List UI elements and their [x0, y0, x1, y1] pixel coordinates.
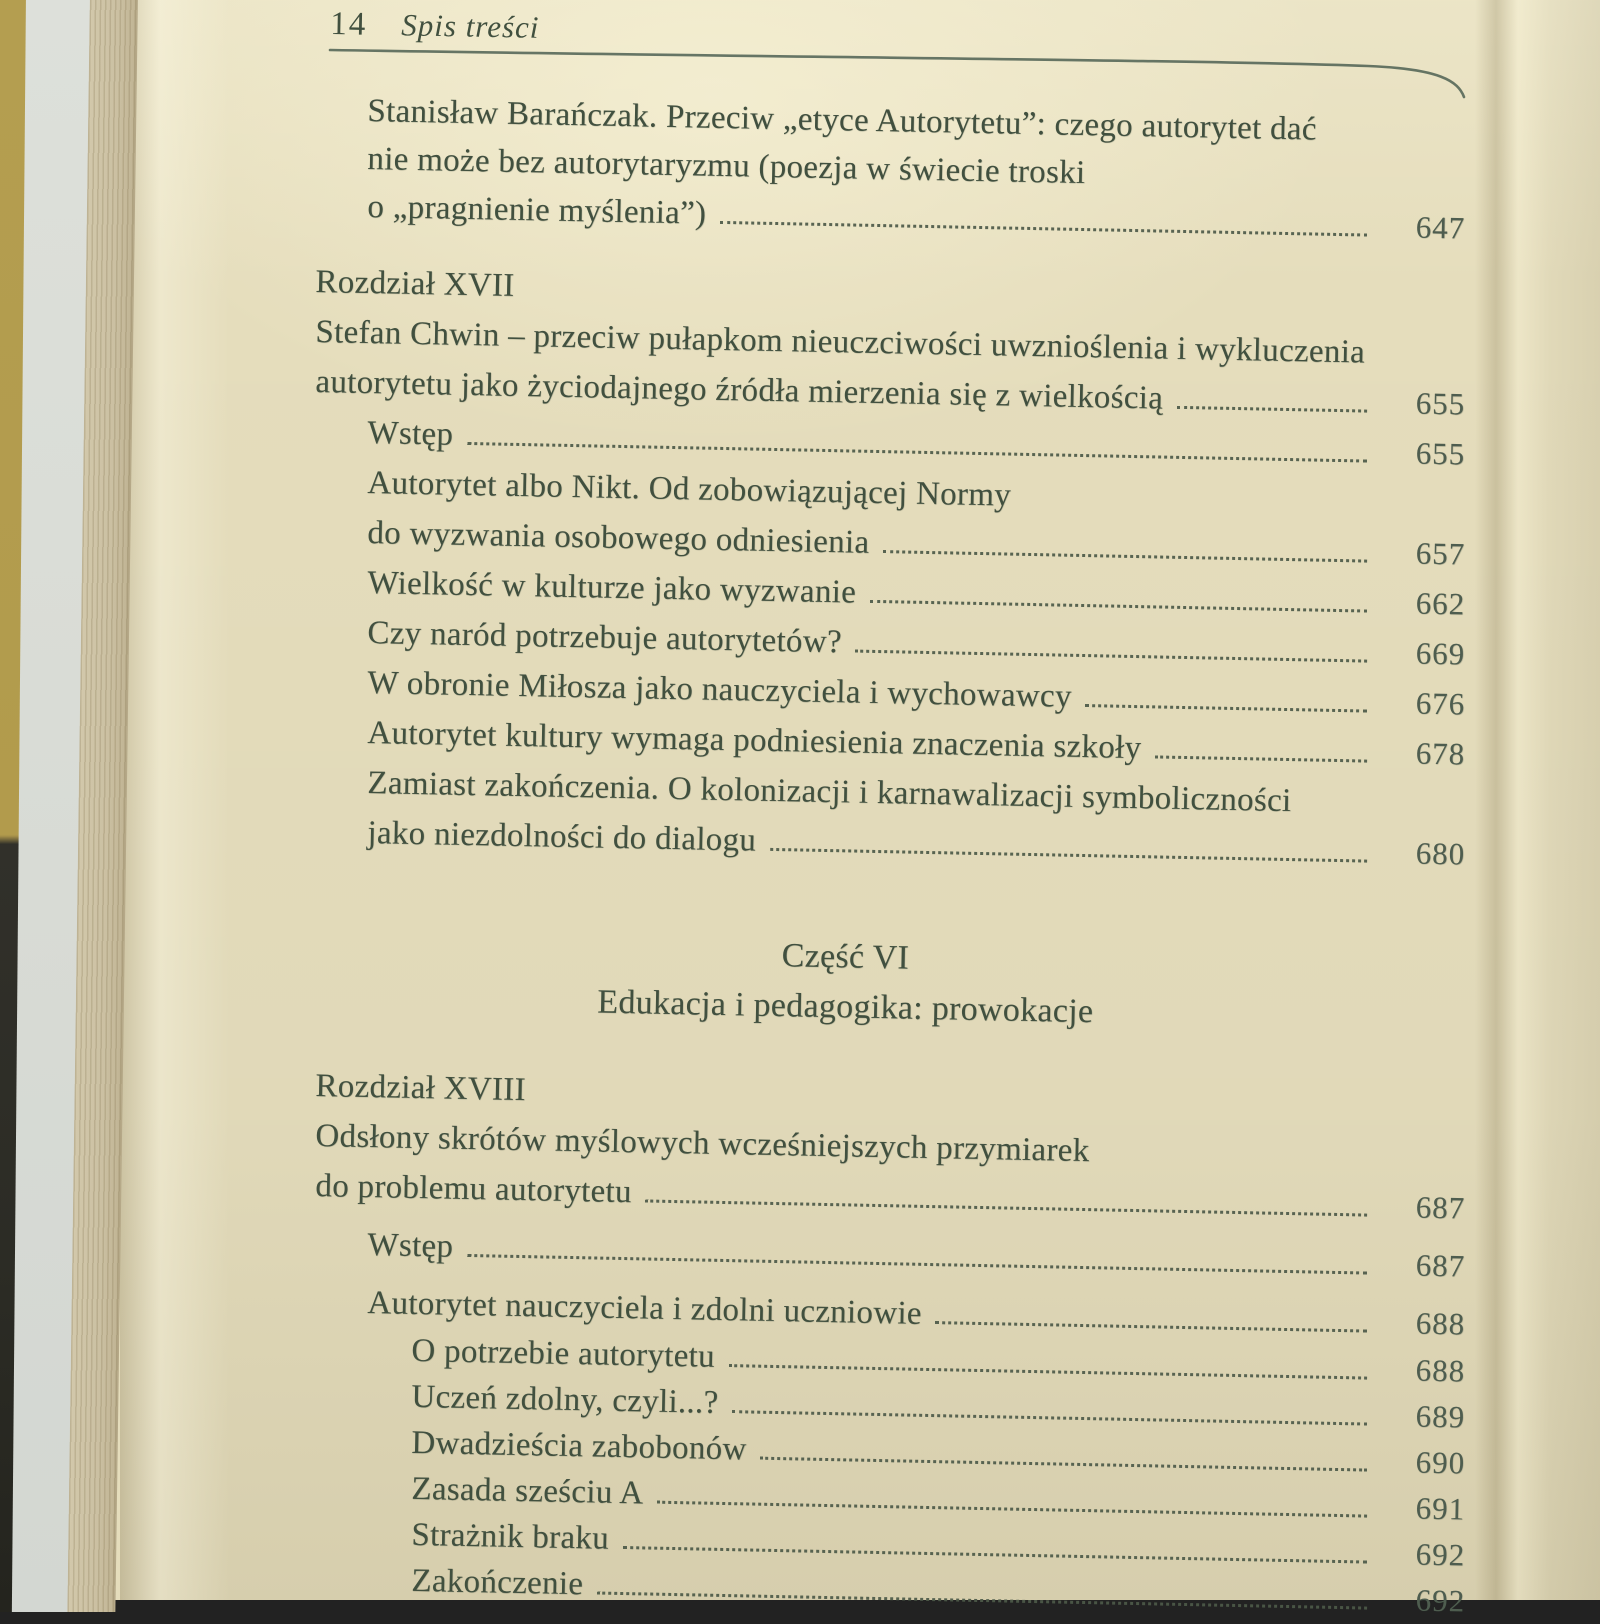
dot-leader — [1086, 704, 1368, 713]
toc-entry-title: Rozdział XVII — [315, 264, 515, 304]
toc-entry-title: Część VI — [781, 937, 910, 977]
dot-leader — [720, 221, 1367, 237]
toc-page-number: 690 — [1415, 1444, 1466, 1481]
toc-entry-title: do wyzwania osobowego odniesienia — [367, 515, 870, 561]
toc-entry-title: do problemu autorytetu — [315, 1168, 633, 1211]
dot-leader — [870, 600, 1367, 613]
toc-page-number: 676 — [1415, 685, 1466, 722]
toc-entry-title: Czy naród potrzebuje autorytetów? — [367, 615, 843, 661]
toc-entry-title: O potrzebie autorytetu — [411, 1332, 716, 1375]
dot-leader — [597, 1592, 1367, 1610]
dot-leader — [467, 1254, 1367, 1275]
toc-page-number: 647 — [1415, 209, 1466, 246]
toc-entry-title: Zakończenie — [411, 1562, 584, 1603]
toc-page-number: 692 — [1415, 1582, 1466, 1619]
dot-leader — [467, 442, 1367, 463]
toc-entry-title: Edukacja i pedagogika: prowokacje — [596, 983, 1094, 1031]
dot-leader — [1177, 406, 1367, 413]
toc-entry-title: Autorytet kultury wymaga podniesienia znaczenia szkoły — [367, 715, 1142, 767]
dot-leader — [1155, 755, 1367, 762]
toc-page-number: 688 — [1415, 1352, 1466, 1389]
dot-leader — [729, 1364, 1367, 1379]
toc-entry-title: Zamiast zakończenia. O kolonizacji i karnawalizacji symboliczności — [367, 765, 1292, 820]
toc-page-number: 687 — [1415, 1247, 1466, 1284]
toc-entry-title: Odsłony skrótów myślowych wcześniejszych przymiarek — [315, 1118, 1090, 1170]
toc-page-number: 692 — [1415, 1536, 1466, 1573]
toc-entry-title: Autorytet nauczyciela i zdolni uczniowie — [367, 1285, 923, 1332]
running-title: Spis treści — [401, 7, 540, 45]
toc-entry-title: Wstęp — [367, 1227, 454, 1265]
toc-page-number: 655 — [1415, 435, 1466, 472]
table-of-contents — [315, 86, 1466, 1619]
toc-entry-title: jako niezdolności do dialogu — [367, 815, 757, 859]
toc-entry-title: W obronie Miłosza jako nauczyciela i wychowawcy — [367, 665, 1073, 715]
toc-entry-title: autorytetu jako życiodajnego źródła mierzenia się z wielkością — [315, 364, 1164, 417]
toc-entry-title: Wielkość w kulturze jako wyzwanie — [367, 565, 857, 611]
dot-leader — [760, 1457, 1367, 1472]
dot-leader — [657, 1501, 1367, 1518]
toc-page-number: 655 — [1415, 385, 1466, 422]
dot-leader — [623, 1546, 1367, 1564]
dot-leader — [856, 650, 1367, 663]
toc-entry-title: Strażnik braku — [411, 1516, 610, 1557]
toc-page-number: 678 — [1415, 735, 1466, 772]
toc-entry-title: Wstęp — [367, 415, 454, 453]
toc-entry-title: Stefan Chwin – przeciw pułapkom nieuczciwości uwznioślenia i wykluczenia — [315, 314, 1366, 371]
toc-page-number: 688 — [1415, 1305, 1466, 1342]
book-page — [120, 0, 1600, 1619]
toc-page-number: 689 — [1415, 1398, 1466, 1435]
toc-entry-title: Stanisław Barańczak. Przeciw „etyce Autorytetu”: czego autorytet dać — [367, 93, 1318, 148]
toc-entry-title: Dwadzieścia zabobonów — [411, 1424, 747, 1468]
dot-leader — [936, 1321, 1368, 1332]
toc-entry-title: Autorytet albo Nikt. Od zobowiązującej Normy — [367, 465, 1012, 514]
dot-leader — [732, 1410, 1367, 1425]
toc-entry-title: Uczeń zdolny, czyli...? — [411, 1378, 719, 1421]
dot-leader — [883, 550, 1367, 562]
dot-leader — [770, 848, 1367, 863]
toc-entry-title: nie może bez autorytaryzmu (poezja w świecie troski — [367, 141, 1086, 192]
toc-entry-title: o „pragnienie myślenia”) — [367, 189, 707, 232]
toc-page-number: 680 — [1415, 835, 1466, 872]
toc-page-number: 669 — [1415, 635, 1466, 672]
toc-page-number: 691 — [1415, 1490, 1466, 1527]
toc-page-number: 662 — [1415, 585, 1466, 622]
toc-page-number: 657 — [1415, 535, 1466, 572]
folio-number: 14 — [330, 6, 368, 43]
dot-leader — [646, 1199, 1368, 1216]
toc-entry-title: Rozdział XVIII — [315, 1068, 527, 1109]
toc-page-number: 687 — [1415, 1189, 1466, 1226]
toc-entry-title: Zasada sześciu A — [411, 1470, 644, 1512]
